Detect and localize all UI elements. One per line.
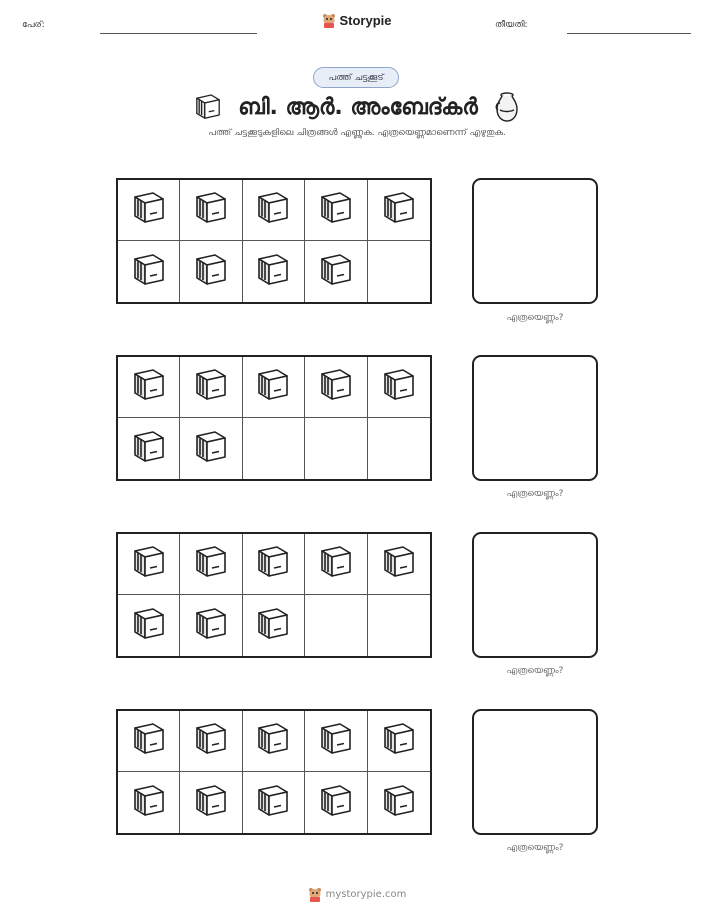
book-icon [316, 188, 356, 232]
frame-cell [368, 357, 430, 418]
instructions: പത്ത് ചട്ടക്കൂടുകളിലെ ചിത്രങ്ങൾ എണ്ണുക. എത്രയെണ്ണമാണെന്ന് എഴുതുക. [208, 128, 506, 138]
frame-cell [368, 418, 430, 479]
frame-cell [243, 595, 305, 656]
book-icon [253, 188, 293, 232]
frame-cell [180, 711, 242, 772]
book-icon [316, 719, 356, 763]
frame-cell [118, 595, 180, 656]
count-question-1: എത്രയെണ്ണം? [506, 313, 564, 323]
frame-cell [180, 241, 242, 302]
book-icon [191, 427, 231, 471]
frame-cell [305, 357, 367, 418]
brand-logo [0, 12, 714, 28]
frame-cell [180, 534, 242, 595]
book-icon [253, 250, 293, 294]
book-icon [316, 542, 356, 586]
frame-cell [118, 534, 180, 595]
book-icon [129, 250, 169, 294]
answer-box-3[interactable] [472, 532, 598, 658]
ten-frame-2 [116, 355, 432, 481]
book-icon [191, 365, 231, 409]
frame-cell [243, 711, 305, 772]
frame-cell [180, 418, 242, 479]
frame-cell [305, 711, 367, 772]
title-row [0, 88, 714, 126]
book-icon [316, 250, 356, 294]
book-icon [379, 781, 419, 825]
book-icon [191, 542, 231, 586]
ten-frame-1 [116, 178, 432, 304]
answer-box-4[interactable] [472, 709, 598, 835]
frame-cell [118, 180, 180, 241]
book-icon [253, 604, 293, 648]
frame-cell [118, 418, 180, 479]
book-icon [379, 542, 419, 586]
frame-cell [368, 241, 430, 302]
book-icon [192, 91, 224, 123]
book-icon [129, 427, 169, 471]
frame-cell [305, 241, 367, 302]
frame-cell [305, 418, 367, 479]
book-icon [129, 604, 169, 648]
frame-cell [243, 534, 305, 595]
book-icon [129, 719, 169, 763]
frame-cell [180, 595, 242, 656]
book-icon [379, 188, 419, 232]
name-label: പേര്: [22, 20, 45, 30]
frame-cell [368, 534, 430, 595]
frame-cell [368, 711, 430, 772]
frame-cell [243, 418, 305, 479]
page-title: ബി. ആർ. അംബേദ്കർ [238, 94, 478, 120]
frame-cell [118, 711, 180, 772]
count-question-4: എത്രയെണ്ണം? [506, 843, 564, 853]
frame-cell [180, 772, 242, 833]
brand-name: Storypie [339, 12, 392, 28]
book-icon [191, 781, 231, 825]
frame-cell [243, 772, 305, 833]
name-field[interactable] [100, 33, 257, 34]
frame-cell [180, 180, 242, 241]
book-icon [191, 250, 231, 294]
worksheet-type-badge: പത്ത് ചട്ടക്കൂട് [313, 67, 399, 88]
ten-frame-3 [116, 532, 432, 658]
book-icon [253, 542, 293, 586]
answer-box-2[interactable] [472, 355, 598, 481]
date-field[interactable] [567, 33, 691, 34]
book-icon [129, 542, 169, 586]
storypie-mascot-icon [308, 886, 322, 902]
book-icon [316, 781, 356, 825]
book-icon [253, 365, 293, 409]
date-label: തീയതി: [495, 20, 528, 30]
count-question-2: എത്രയെണ്ണം? [506, 489, 564, 499]
frame-cell [118, 241, 180, 302]
frame-cell [243, 180, 305, 241]
frame-cell [305, 534, 367, 595]
frame-cell [368, 772, 430, 833]
book-icon [129, 365, 169, 409]
frame-cell [118, 772, 180, 833]
book-icon [253, 719, 293, 763]
footer-url[interactable]: mystorypie.com [325, 888, 407, 900]
frame-cell [368, 180, 430, 241]
frame-cell [305, 180, 367, 241]
footer [0, 886, 714, 902]
frame-cell [180, 357, 242, 418]
book-icon [379, 719, 419, 763]
frame-cell [243, 357, 305, 418]
book-icon [191, 188, 231, 232]
book-icon [129, 188, 169, 232]
frame-cell [243, 241, 305, 302]
book-icon [191, 604, 231, 648]
book-icon [316, 365, 356, 409]
frame-cell [305, 595, 367, 656]
count-question-3: എത്രയെണ്ണം? [506, 666, 564, 676]
answer-box-1[interactable] [472, 178, 598, 304]
clay-pot-icon [492, 90, 522, 124]
frame-cell [305, 772, 367, 833]
book-icon [191, 719, 231, 763]
book-icon [379, 365, 419, 409]
storypie-mascot-icon [322, 12, 336, 28]
frame-cell [118, 357, 180, 418]
book-icon [129, 781, 169, 825]
frame-cell [368, 595, 430, 656]
book-icon [253, 781, 293, 825]
ten-frame-4 [116, 709, 432, 835]
